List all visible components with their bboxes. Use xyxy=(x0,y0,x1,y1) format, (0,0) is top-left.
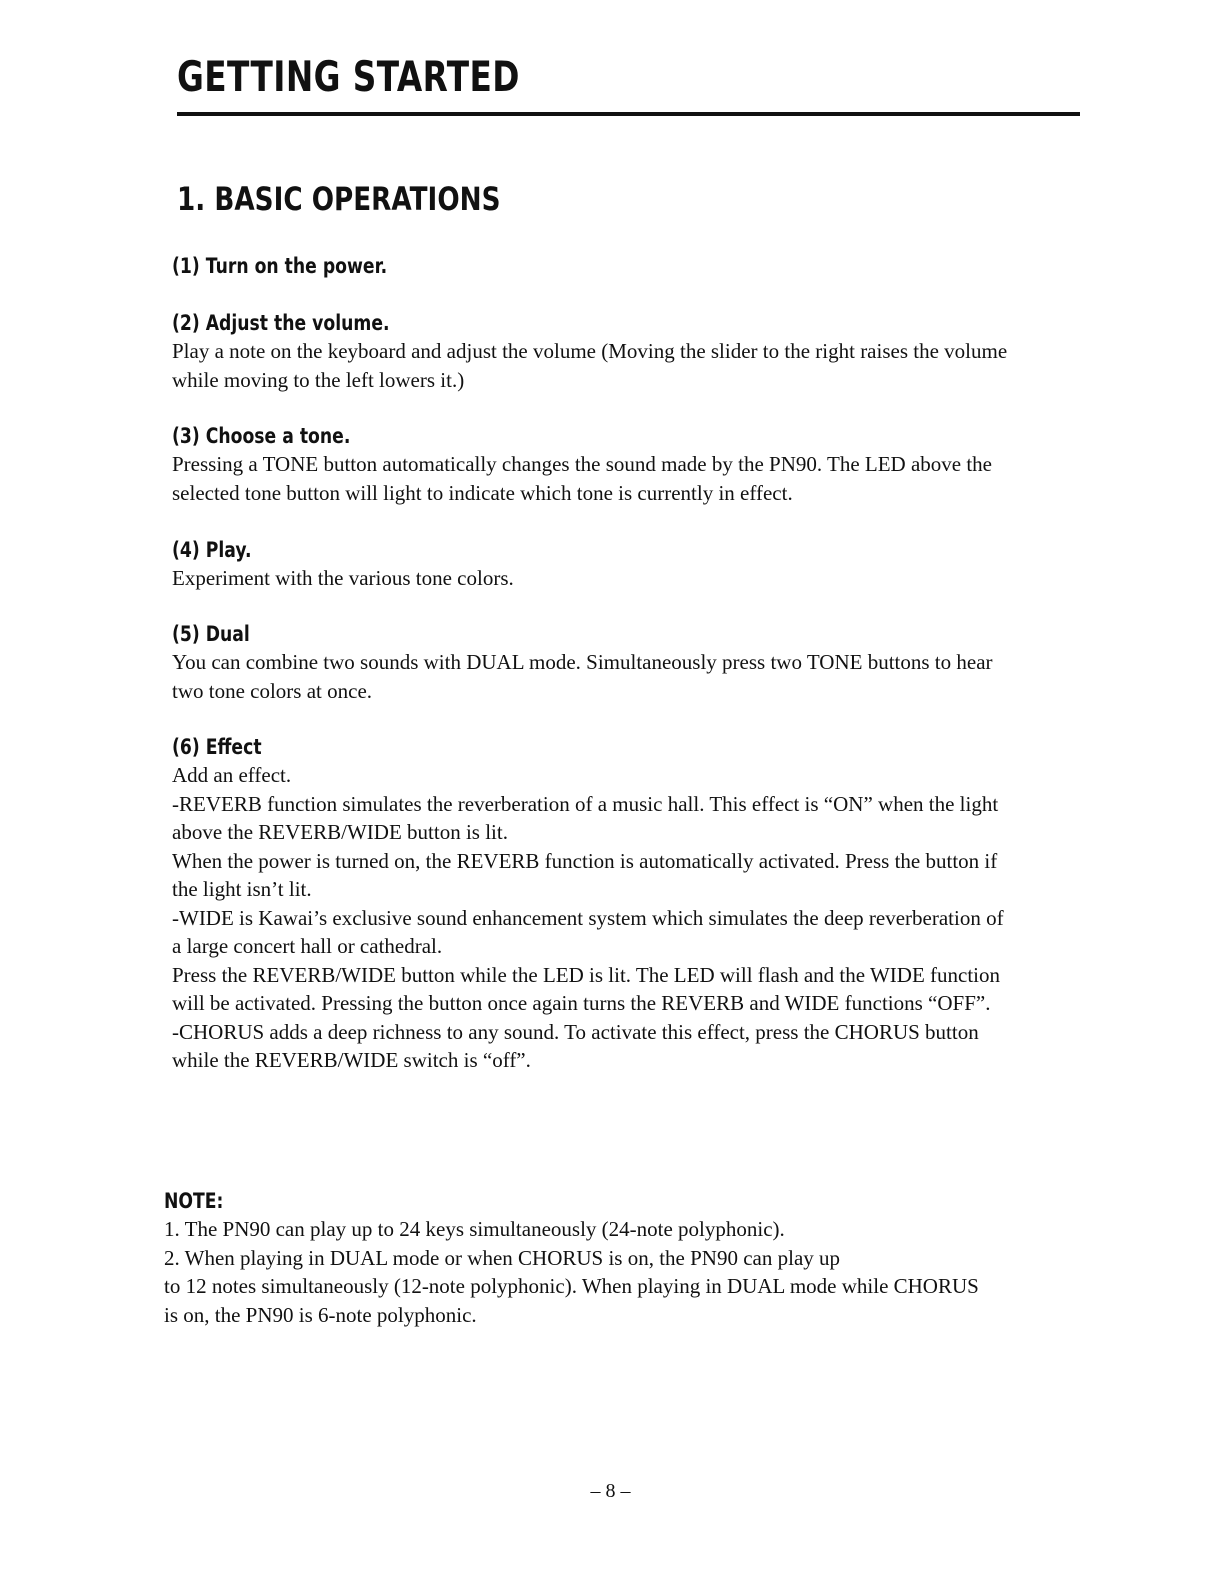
section-title: 1. BASIC OPERATIONS xyxy=(177,180,501,218)
body-line: You can combine two sounds with DUAL mode. Simultaneously press two TONE buttons to hear xyxy=(172,650,993,674)
step-heading: (3) Choose a tone. xyxy=(172,424,351,448)
title-rule xyxy=(177,112,1080,116)
note-line: to 12 notes simultaneously (12-note polyphonic). When playing in DUAL mode while CHORUS xyxy=(164,1274,979,1298)
body-line: two tone colors at once. xyxy=(172,678,373,703)
note-block xyxy=(164,1187,1104,1329)
body-line: -CHORUS adds a deep richness to any sound. To activate this effect, press the CHORUS button xyxy=(172,1019,979,1044)
body-line: -WIDE is Kawai’s exclusive sound enhancement system which simulates the deep reverberation of xyxy=(172,905,1004,930)
step-heading: (6) Effect xyxy=(172,735,262,759)
note-line: 1. The PN90 can play up to 24 keys simultaneously (24-note polyphonic). xyxy=(164,1217,785,1241)
body-line: while the REVERB/WIDE switch is “off”. xyxy=(172,1048,531,1072)
body-line: Pressing a TONE button automatically changes the sound made by the PN90. The LED above the xyxy=(172,452,993,476)
page-number: – 8 – xyxy=(590,1480,631,1502)
step-heading: (1) Turn on the power. xyxy=(172,254,388,278)
note-line: 2. When playing in DUAL mode or when CHORUS is on, the PN90 can play up xyxy=(164,1245,841,1270)
body-line: a large concert hall or cathedral. xyxy=(172,934,443,958)
body-line: When the power is turned on, the REVERB function is automatically activated. Press the button if xyxy=(172,848,998,873)
body-line: the light isn’t lit. xyxy=(172,877,312,901)
body-line: -REVERB function simulates the reverberation of a music hall. This effect is “ON” when the light xyxy=(172,791,999,816)
body-line: Play a note on the keyboard and adjust the volume (Moving the slider to the right raises the volume xyxy=(172,339,1008,363)
body-line: Add an effect. xyxy=(172,763,292,787)
step-heading: (4) Play. xyxy=(172,538,252,562)
step-heading: (5) Dual xyxy=(172,622,250,646)
body-line: above the REVERB/WIDE button is lit. xyxy=(172,820,508,844)
step-heading: (2) Adjust the volume. xyxy=(172,311,390,335)
note-line: is on, the PN90 is 6-note polyphonic. xyxy=(164,1302,477,1327)
step-effect xyxy=(172,733,1112,1075)
body-line: selected tone button will light to indicate which tone is currently in effect. xyxy=(172,480,793,505)
step-play xyxy=(172,536,1112,593)
step-choose-tone xyxy=(172,422,1112,507)
step-turn-on-power xyxy=(172,252,1112,280)
body-line: while moving to the left lowers it.) xyxy=(172,367,465,392)
step-dual xyxy=(172,620,1112,705)
body-line: will be activated. Pressing the button once again turns the REVERB and WIDE functions “OFF”. xyxy=(172,991,991,1015)
body-line: Press the REVERB/WIDE button while the LED is lit. The LED will flash and the WIDE function xyxy=(172,962,1001,987)
page-title: GETTING STARTED xyxy=(177,52,520,101)
body-line: Experiment with the various tone colors. xyxy=(172,566,514,590)
step-adjust-volume xyxy=(172,309,1112,394)
note-heading: NOTE: xyxy=(164,1189,224,1213)
